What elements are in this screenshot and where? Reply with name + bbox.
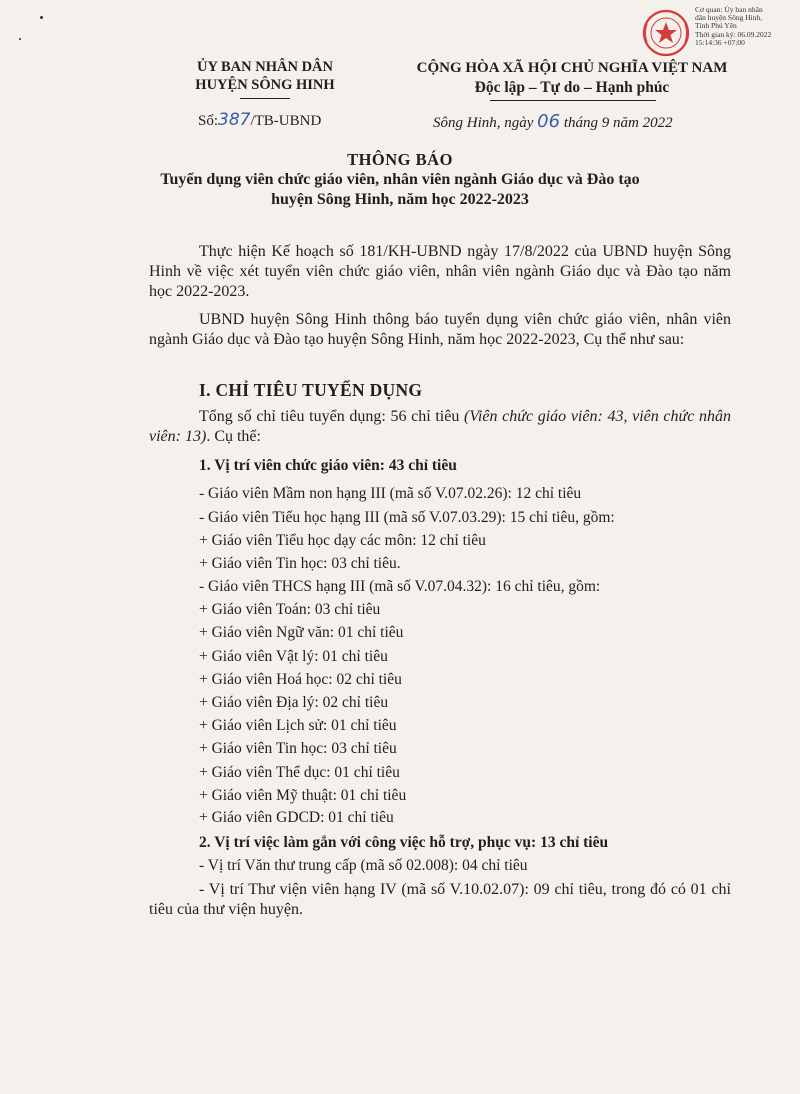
total-quota-breakdown: (Viên chức giáo viên: 43, viên chức nhân viên: 13) <box>149 408 732 445</box>
doc-number-suffix: /TB-UBND <box>250 113 322 129</box>
title-main: THÔNG BÁO <box>347 150 453 169</box>
list-item: - Giáo viên Mầm non hạng III (mã số V.07.02.26): 12 chỉ tiêu <box>199 485 582 502</box>
agency-line-2: HUYỆN SÔNG HINH <box>195 77 335 93</box>
list-item: + Giáo viên Toán: 03 chỉ tiêu <box>199 601 381 618</box>
list-item: + Giáo viên GDCD: 01 chỉ tiêu <box>199 809 394 826</box>
list-item: + Giáo viên Địa lý: 02 chỉ tiêu <box>199 694 389 711</box>
section-heading-quota: I. CHỈ TIÊU TUYỂN DỤNG <box>199 380 423 400</box>
signature-agency-2: dân huyện Sông Hinh, <box>695 13 763 23</box>
list-item: + Giáo viên Vật lý: 01 chỉ tiêu <box>199 648 388 665</box>
title-sub-1: Tuyển dụng viên chức giáo viên, nhân viên ngành Giáo dục và Đào tạo <box>160 171 640 188</box>
issuing-agency <box>165 58 365 94</box>
total-quota-text: Tổng số chỉ tiêu tuyển dụng: 56 chỉ tiêu <box>199 408 460 425</box>
signature-time: Thời gian ký: 06.09.2022 <box>695 29 772 39</box>
doc-number-prefix: Số: <box>198 113 219 129</box>
list-item: - Vị trí Văn thư trung cấp (mã số 02.008): 04 chỉ tiêu <box>199 857 528 874</box>
signature-province: Tỉnh Phú Yên <box>695 21 737 31</box>
list-item-library: - Vị trí Thư viện viên hạng IV (mã số V.10.02.07): 09 chỉ tiêu, trong đó có 01 chỉ tiêu của thư viện huyện. <box>149 881 731 918</box>
list-item: + Giáo viên Tiểu học dạy các môn: 12 chỉ tiêu <box>199 532 486 549</box>
signature-agency: Cơ quan: Ủy ban nhân <box>695 5 763 14</box>
list-item: - Giáo viên Tiểu học hạng III (mã số V.07.03.29): 15 chỉ tiêu, gồm: <box>199 509 615 526</box>
list-item: + Giáo viên Mỹ thuật: 01 chỉ tiêu <box>199 787 407 804</box>
document-number <box>198 110 321 130</box>
agency-underline <box>240 98 290 99</box>
subheading-teacher-positions: 1. Vị trí viên chức giáo viên: 43 chỉ tiêu <box>199 457 457 474</box>
list-item: + Giáo viên Hoá học: 02 chỉ tiêu <box>199 671 402 688</box>
date-suffix: tháng 9 năm 2022 <box>563 115 673 131</box>
list-item: + Giáo viên Thể dục: 01 chỉ tiêu <box>199 764 400 781</box>
agency-line-1: ỦY BAN NHÂN DÂN <box>196 59 333 75</box>
paragraph-total-quota <box>149 407 731 447</box>
subheading-support-positions: 2. Vị trí việc làm gắn với công việc hỗ trợ, phục vụ: 13 chỉ tiêu <box>199 834 609 851</box>
list-item: + Giáo viên Ngữ văn: 01 chỉ tiêu <box>199 624 404 641</box>
title-sub-2: huyện Sông Hinh, năm học 2022-2023 <box>271 191 529 208</box>
list-item: + Giáo viên Tin học: 03 chỉ tiêu <box>199 740 397 757</box>
national-header <box>372 58 772 98</box>
motto-underline <box>490 100 656 101</box>
document-date <box>433 111 673 132</box>
scan-speck <box>19 38 21 40</box>
total-quota-tail: . Cụ thể: <box>206 428 261 445</box>
scan-speck <box>40 16 43 19</box>
doc-number-handwritten: 387 <box>218 110 251 130</box>
digital-signature-seal-icon <box>641 8 691 58</box>
country-name: CỘNG HÒA XÃ HỘI CHỦ NGHĨA VIỆT NAM <box>416 60 728 76</box>
paragraph-implementation: Thực hiện Kế hoạch số 181/KH-UBND ngày 17/8/2022 của UBND huyện Sông Hinh về việc xét tuyển viên chức giáo viên, nhân viên ngành Giáo dục và Đào tạo năm học 2022-2023. <box>149 243 731 300</box>
list-item: + Giáo viên Tin học: 03 chỉ tiêu. <box>199 555 401 572</box>
digital-signature-info <box>695 6 799 47</box>
date-prefix: Sông Hinh, ngày <box>433 115 534 131</box>
list-item: + Giáo viên Lịch sử: 01 chỉ tiêu <box>199 717 397 734</box>
list-item: - Giáo viên THCS hạng III (mã số V.07.04.32): 16 chỉ tiêu, gồm: <box>199 578 601 595</box>
national-motto: Độc lập – Tự do – Hạnh phúc <box>474 79 670 96</box>
signature-time-zone: 15:14:36 +07:00 <box>695 37 745 47</box>
document-title <box>100 150 700 210</box>
date-day-handwritten: 06 <box>537 111 561 132</box>
paragraph-announcement: UBND huyện Sông Hinh thông báo tuyển dụng viên chức giáo viên, nhân viên ngành Giáo dục và Đào tạo huyện Sông Hinh, năm học 2022-2023, Cụ thể như sau: <box>149 311 731 348</box>
